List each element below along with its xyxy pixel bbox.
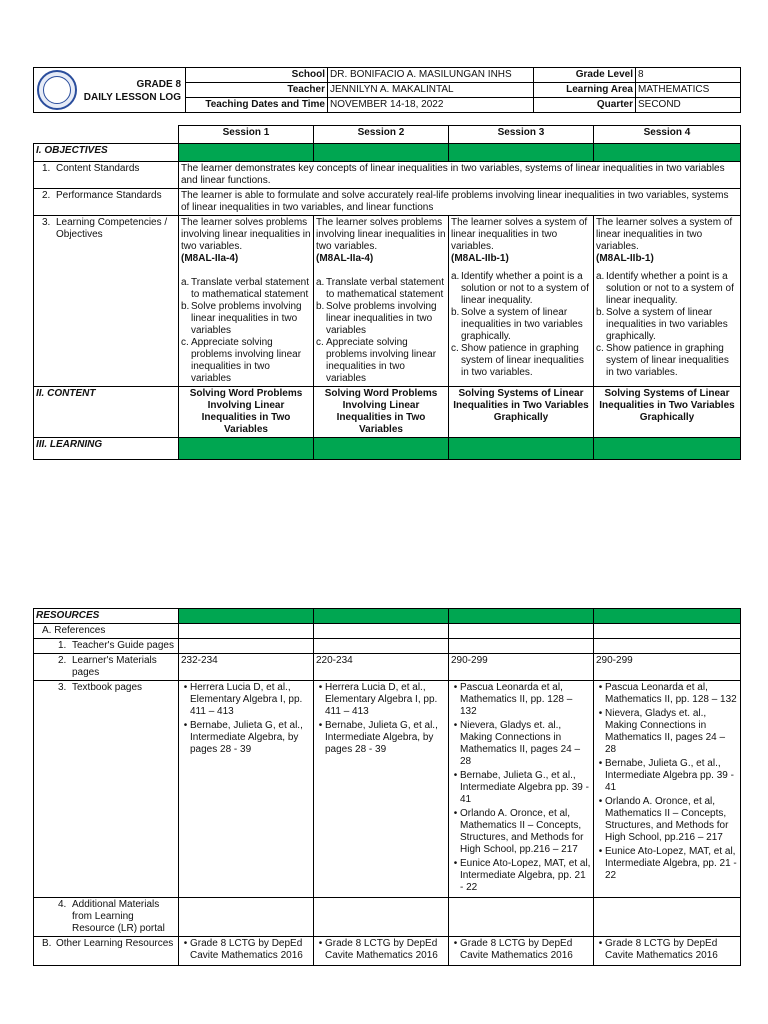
ref: Herrera Lucia D, et al., Elementary Algebra I, pp. 411 – 413 (190, 682, 303, 717)
obj-b: Solve a system of linear inequalities in two variables graphically. (606, 307, 728, 342)
bullet-icon: • (453, 808, 458, 819)
bullet-icon: • (318, 938, 323, 949)
ref: Herrera Lucia D, et al., Elementary Algebra I, pp. 411 – 413 (325, 682, 438, 717)
session-2-header: Session 2 (314, 126, 449, 144)
textbook-s2 (314, 681, 449, 898)
grade-label: GRADE 8 (136, 79, 181, 90)
lm-s2: 220-234 (314, 654, 449, 681)
blank (594, 639, 741, 654)
num: 3. (58, 682, 67, 693)
resources-heading: RESOURCES (34, 609, 179, 624)
mk: a. (316, 277, 325, 288)
label-text: Performance Standards (56, 190, 162, 201)
references-label (34, 624, 179, 639)
obj-b: Solve a system of linear inequalities in two variables graphically. (461, 307, 583, 342)
grade-level-label: Grade Level (534, 68, 636, 83)
ref: Bernabe, Julieta G., et al., Intermediate Algebra pp. 39 - 41 (460, 770, 589, 805)
obj-a: Identify whether a point is a solution or not to a system of linear inequality. (461, 271, 589, 306)
blank (594, 624, 741, 639)
ref: Nievera, Gladys et. al., Making Connections in Mathematics II, pages 24 – 28 (605, 708, 726, 755)
green-fill (314, 144, 449, 162)
green-fill (179, 144, 314, 162)
bullet-icon: • (318, 682, 323, 693)
ref: Grade 8 LCTG by DepEd Cavite Mathematics 2016 (190, 938, 303, 961)
ref: Grade 8 LCTG by DepEd Cavite Mathematics 2016 (325, 938, 438, 961)
bullet-icon: • (598, 758, 603, 769)
performance-standards-text: The learner is able to formulate and solve accurately real-life problems involving linear inequalities in two variables, systems of linear inequalities in two variables, and linear functions (179, 189, 741, 216)
num: 2. (58, 655, 67, 666)
blank (449, 639, 594, 654)
performance-standards-label (34, 189, 179, 216)
code: (M8AL-IIa-4) (316, 253, 374, 264)
lm-s4: 290-299 (594, 654, 741, 681)
tg-label (34, 639, 179, 654)
label-text: Teacher's Guide pages (72, 640, 174, 651)
green-fill (449, 144, 594, 162)
obj-a: Identify whether a point is a solution or not to a system of linear inequality. (606, 271, 734, 306)
learning-area-label: Learning Area (534, 83, 636, 98)
content-s2: Solving Word Problems Involving Linear Inequalities in Two Variables (314, 387, 449, 438)
obj-c: Appreciate solving problems involving linear inequalities in two variables (191, 337, 302, 384)
obj-a: Translate verbal statement to mathematical statement (191, 277, 310, 300)
mk: c. (181, 337, 189, 348)
corner-blank (34, 126, 179, 144)
bullet-icon: • (598, 708, 603, 719)
label-text: A. References (42, 625, 106, 636)
mk: b. (451, 307, 460, 318)
other-s2 (314, 937, 449, 966)
header-table (33, 67, 741, 113)
bullet-icon: • (183, 720, 188, 731)
learning-area-value: MATHEMATICS (636, 83, 741, 98)
ref: Eunice Ato-Lopez, MAT, et al, Intermediate Algebra, pp. 21 - 22 (605, 846, 737, 881)
mk: a. (451, 271, 460, 282)
intro: The learner solves a system of linear inequalities in two variables. (451, 217, 588, 252)
bullet-icon: • (453, 720, 458, 731)
competencies-s1 (179, 216, 314, 387)
obj-c: Show patience in graphing system of linear inequalities in two variables. (606, 343, 729, 378)
teacher-value: JENNILYN A. MAKALINTAL (328, 83, 534, 98)
code: (M8AL-IIb-1) (451, 253, 509, 264)
quarter-value: SECOND (636, 98, 741, 113)
code: (M8AL-IIb-1) (596, 253, 654, 264)
num: B. (42, 938, 52, 949)
mk: b. (596, 307, 605, 318)
num: 3. (42, 217, 51, 228)
blank (314, 639, 449, 654)
label-text: Textbook pages (72, 682, 143, 693)
learning-heading: III. LEARNING (34, 438, 179, 460)
blank (179, 898, 314, 937)
bullet-icon: • (183, 938, 188, 949)
lm-s1: 232-234 (179, 654, 314, 681)
mk: c. (596, 343, 604, 354)
bullet-icon: • (453, 682, 458, 693)
obj-c: Show patience in graphing system of linear inequalities in two variables. (461, 343, 584, 378)
grade-level-value: 8 (636, 68, 741, 83)
mk: b. (181, 301, 190, 312)
label-text: Other Learning Resources (56, 938, 174, 949)
green-fill (594, 438, 741, 460)
ref: Pascua Leonarda et al, Mathematics II, pp. 128 – 132 (605, 682, 737, 705)
lesson-table-bottom (33, 608, 741, 966)
bullet-icon: • (183, 682, 188, 693)
mk: b. (316, 301, 325, 312)
school-value: DR. BONIFACIO A. MASILUNGAN INHS (328, 68, 534, 83)
objectives-heading: I. OBJECTIVES (34, 144, 179, 162)
content-s3: Solving Systems of Linear Inequalities in Two Variables Graphically (449, 387, 594, 438)
green-fill (449, 438, 594, 460)
mk: a. (181, 277, 190, 288)
ref: Orlando A. Oronce, et al, Mathematics II – Concepts, Structures, and Methods for High School, pp.216 – 217 (605, 796, 729, 843)
label-text: Learner's Materials pages (72, 655, 157, 678)
num: 1. (58, 640, 67, 651)
textbook-s4 (594, 681, 741, 898)
green-fill (179, 609, 314, 624)
mk: a. (596, 271, 605, 282)
ref: Bernabe, Julieta G, et al., Intermediate Algebra, by pages 28 - 39 (325, 720, 438, 755)
school-label: School (186, 68, 328, 83)
lesson-table-top (33, 125, 741, 460)
obj-b: Solve problems involving linear inequalities in two variables (326, 301, 437, 336)
code: (M8AL-IIa-4) (181, 253, 239, 264)
competencies-s4 (594, 216, 741, 387)
mk: c. (451, 343, 459, 354)
bullet-icon: • (598, 846, 603, 857)
bullet-icon: • (598, 682, 603, 693)
other-s4 (594, 937, 741, 966)
num: 1. (42, 163, 51, 174)
competencies-s2 (314, 216, 449, 387)
ref: Grade 8 LCTG by DepEd Cavite Mathematics 2016 (460, 938, 573, 961)
num: 4. (58, 899, 67, 910)
blank (594, 898, 741, 937)
intro: The learner solves problems involving linear inequalities in two variables. (316, 217, 446, 252)
obj-b: Solve problems involving linear inequalities in two variables (191, 301, 302, 336)
blank (314, 624, 449, 639)
textbook-s3 (449, 681, 594, 898)
green-fill (594, 144, 741, 162)
header-logo-cell (34, 68, 186, 113)
bullet-icon: • (598, 796, 603, 807)
quarter-label: Quarter (534, 98, 636, 113)
other-resources-label (34, 937, 179, 966)
label-text: Additional Materials from Learning Resource (LR) portal (72, 899, 165, 934)
additional-label (34, 898, 179, 937)
lm-s3: 290-299 (449, 654, 594, 681)
green-fill (449, 609, 594, 624)
bullet-icon: • (598, 938, 603, 949)
label-text: Content Standards (56, 163, 140, 174)
bullet-icon: • (453, 938, 458, 949)
label-text: Learning Competencies / Objectives (56, 217, 168, 240)
blank (179, 624, 314, 639)
other-s1 (179, 937, 314, 966)
content-s4: Solving Systems of Linear Inequalities in Two Variables Graphically (594, 387, 741, 438)
content-s1: Solving Word Problems Involving Linear Inequalities in Two Variables (179, 387, 314, 438)
green-fill (314, 609, 449, 624)
obj-c: Appreciate solving problems involving linear inequalities in two variables (326, 337, 437, 384)
session-3-header: Session 3 (449, 126, 594, 144)
dates-label: Teaching Dates and Time (186, 98, 328, 113)
green-fill (179, 438, 314, 460)
blank (449, 898, 594, 937)
competencies-s3 (449, 216, 594, 387)
obj-a: Translate verbal statement to mathematical statement (326, 277, 445, 300)
bullet-icon: • (453, 770, 458, 781)
content-heading: II. CONTENT (34, 387, 179, 438)
mk: c. (316, 337, 324, 348)
content-standards-text: The learner demonstrates key concepts of linear inequalities in two variables, systems of linear inequalities in two variables and linear functions. (179, 162, 741, 189)
num: 2. (42, 190, 51, 201)
ref: Grade 8 LCTG by DepEd Cavite Mathematics 2016 (605, 938, 718, 961)
dates-value: NOVEMBER 14-18, 2022 (328, 98, 534, 113)
lm-label (34, 654, 179, 681)
blank (179, 639, 314, 654)
deped-seal-icon (37, 70, 77, 110)
green-fill (594, 609, 741, 624)
intro: The learner solves a system of linear inequalities in two variables. (596, 217, 733, 252)
session-4-header: Session 4 (594, 126, 741, 144)
ref: Eunice Ato-Lopez, MAT, et al, Intermediate Algebra, pp. 21 - 22 (460, 858, 591, 893)
ref: Bernabe, Julieta G., et al., Intermediate Algebra pp. 39 - 41 (605, 758, 734, 793)
textbook-label (34, 681, 179, 898)
daily-lesson-log-title: DAILY LESSON LOG (83, 92, 181, 103)
ref: Nievera, Gladys et. al., Making Connections in Mathematics II, pages 24 – 28 (460, 720, 581, 767)
bullet-icon: • (318, 720, 323, 731)
green-fill (314, 438, 449, 460)
blank (449, 624, 594, 639)
competencies-label (34, 216, 179, 387)
ref: Pascua Leonarda et al, Mathematics II, pp. 128 – 132 (460, 682, 573, 717)
content-standards-label (34, 162, 179, 189)
ref: Orlando A. Oronce, et al, Mathematics II – Concepts, Structures, and Methods for High School, pp.216 – 217 (460, 808, 584, 855)
other-s3 (449, 937, 594, 966)
ref: Bernabe, Julieta G, et al., Intermediate Algebra, by pages 28 - 39 (190, 720, 303, 755)
bullet-icon: • (453, 858, 458, 869)
textbook-s1 (179, 681, 314, 898)
teacher-label: Teacher (186, 83, 328, 98)
blank (314, 898, 449, 937)
intro: The learner solves problems involving linear inequalities in two variables. (181, 217, 311, 252)
session-1-header: Session 1 (179, 126, 314, 144)
